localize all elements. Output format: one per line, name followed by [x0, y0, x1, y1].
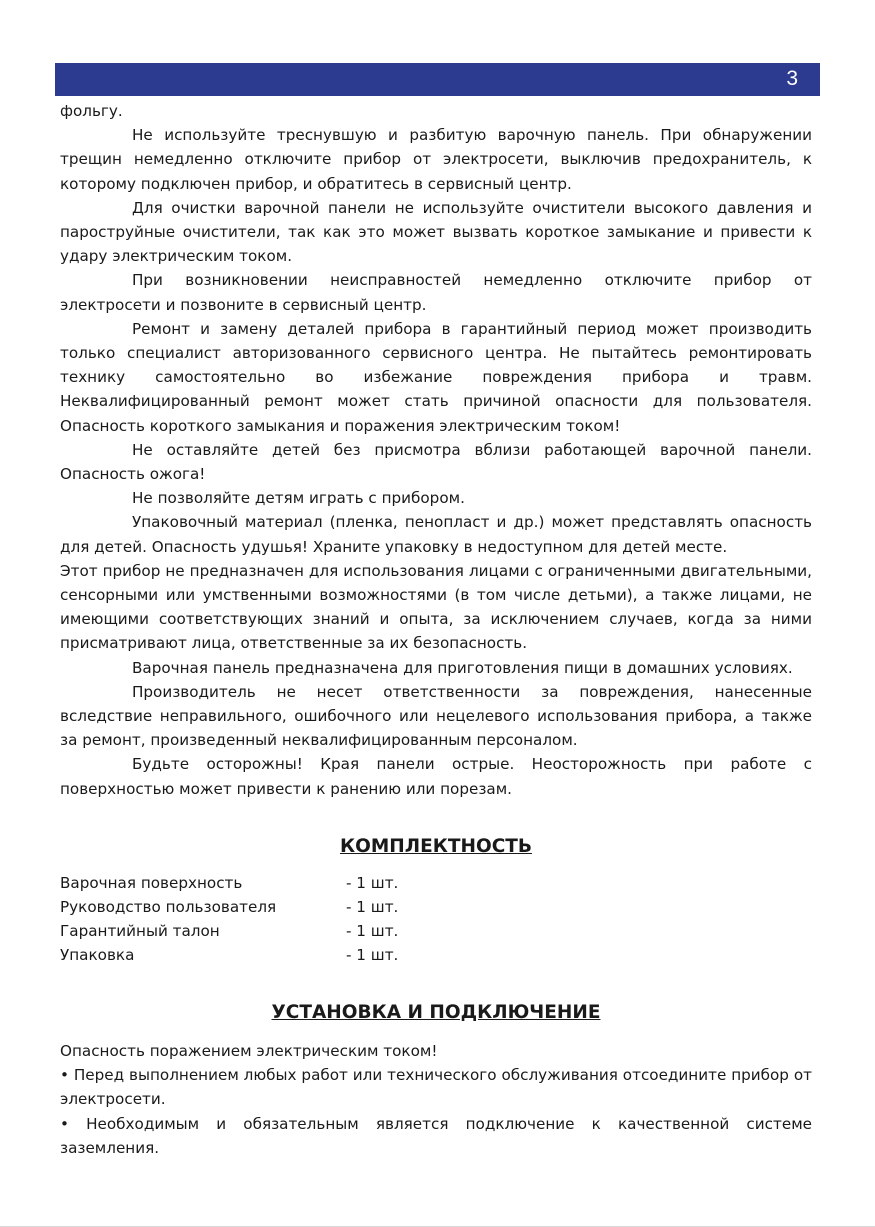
paragraph: фольгу.	[60, 102, 123, 120]
kit-item-qty: - 1 шт.	[346, 945, 399, 964]
paragraph: Ремонт и замену деталей прибора в гарантийный период может производить только специалист авторизованного сервисного центра. Не пытайтесь ремонтировать технику самостоятельно во избежание повреждения прибора и травм. Неквалифицированный ремонт может стать причиной опасности для пользователя. Опасность короткого замыкания и поражения электрическим током!	[60, 319, 812, 435]
bullet-item: • Необходимым и обязательным является подключение к качественной системе заземления.	[60, 1114, 812, 1157]
page-number: 3	[786, 67, 798, 90]
paragraph: Не используйте треснувшую и разбитую варочную панель. При обнаружении трещин немедленно отключите прибор от электросети, выключив предохранитель, к которому подключен прибор, и обратитесь в сервисный центр.	[60, 126, 812, 193]
kit-item-qty: - 1 шт.	[346, 921, 399, 940]
section-title-kit: КОМПЛЕКТНОСТЬ	[340, 835, 532, 857]
kit-item	[60, 943, 812, 967]
kit-item-qty: - 1 шт.	[346, 873, 399, 892]
paragraph: Опасность поражением электрическим током!	[60, 1041, 438, 1060]
paragraph: Производитель не несет ответственности за повреждения, нанесенные вследствие неправильного, ошибочного или нецелевого использования прибора, а также за ремонт, произведенный неквалифицированным персоналом.	[60, 682, 812, 750]
paragraph: Не оставляйте детей без присмотра вблизи работающей варочной панели. Опасность ожога!	[60, 440, 812, 484]
paragraph: Для очистки варочной панели не используйте очистители высокого давления и пароструйные очистители, так как это может вызвать короткое замыкание и привести к удару электрическим током.	[60, 198, 812, 266]
kit-list	[60, 871, 812, 967]
paragraph: Этот прибор не предназначен для использования лицами с ограниченными двигательными, сенсорными или умственными возможностями (в том числе детьми), а также лицами, не имеющими соответствующих знаний и опыта, за исключением случаев, когда за ними присматривают лица, ответственные за их безопасность.	[60, 561, 812, 653]
kit-item-name: Гарантийный талон	[60, 921, 220, 940]
kit-item	[60, 895, 812, 919]
kit-item-name: Варочная поверхность	[60, 873, 243, 892]
paragraph: Не позволяйте детям играть с прибором.	[132, 489, 465, 508]
paragraph: Упаковочный материал (пленка, пенопласт и др.) может представлять опасность для детей. Опасность удушья! Храните упаковку в недоступном для детей месте.	[60, 513, 812, 556]
paragraph: Будьте осторожны! Края панели острые. Неосторожность при работе с поверхностью может привести к ранению или порезам.	[60, 755, 812, 798]
kit-item-name: Руководство пользователя	[60, 897, 277, 916]
paragraph: Варочная панель предназначена для приготовления пищи в домашних условиях.	[132, 658, 793, 677]
bullet-item: • Перед выполнением любых работ или технического обслуживания отсоедините прибор от электросети.	[60, 1066, 812, 1109]
section-title-install: УСТАНОВКА И ПОДКЛЮЧЕНИЕ	[271, 1001, 601, 1023]
paragraph: При возникновении неисправностей немедленно отключите прибор от электросети и позвоните в сервисный центр.	[60, 271, 812, 314]
kit-item-qty: - 1 шт.	[346, 897, 399, 916]
kit-item	[60, 871, 812, 895]
kit-item-name: Упаковка	[60, 945, 135, 964]
page-content	[60, 99, 812, 1160]
page-header-bar	[55, 63, 820, 96]
kit-item	[60, 919, 812, 943]
